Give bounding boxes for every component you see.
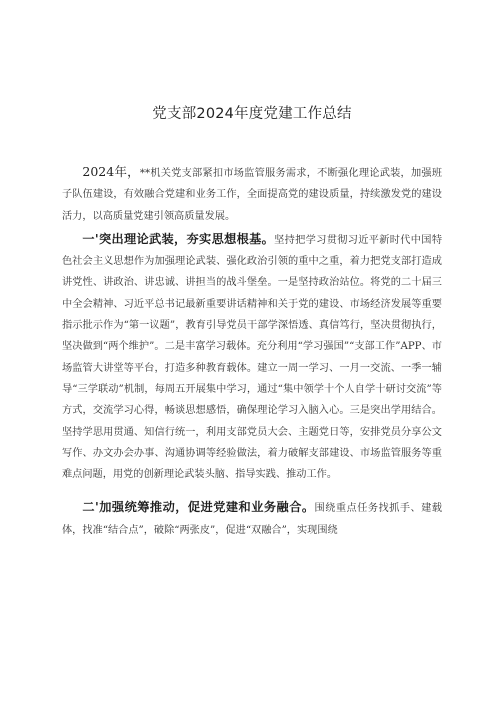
intro-year: 2024年， [82,164,140,179]
section-2-paragraph [62,497,442,541]
section-1-paragraph [62,229,442,486]
section-2-heading: 二'加强统筹推动，促进党建和业务融合。 [82,500,315,515]
section-2-body: 围绕重点任务找抓手、建载体，找准“结合点”，破除“两张皮”，促进“双融合”，实现围绕 [62,503,443,536]
section-1-heading: 一'突出理论武装，夯实思想根基。 [82,231,275,246]
intro-paragraph [62,161,442,227]
intro-body: **机关党支部紧扣市场监管服务需求，不断强化理论武装，加强班子队伍建设，有效融合党建和业务工作，全面提高党的建设质量，持续激发党的建设活力，以高质量党建引领高质量发展。 [62,168,443,222]
document-title: 党支部2024年度党建工作总结 [152,106,352,122]
section-1-body: 坚持把学习贯彻习近平新时代中国特色社会主义思想作为加强理论武装、强化政治引领的重中之重，着力把党支部打造成讲党性、讲政治、讲忠诚、讲担当的战斗堡垒。一是坚持政治站位。将党的二十届三中全会精神、习近平总书记最新重要讲话精神和关于党的建设、市场经济发展等重要指示批示作为“第一议题”，教育引导党员干部学深悟透、真信笃行，坚决贯彻执行，坚决做到“两个维护”。二是丰富学习载体。充分利用“学习强国”“支部工作”APP、市场监管大讲堂等平台，打造多种教育载体。建立一周一学习、一月一交流、一季一辅导“三学联动”机制，每周五开展集中学习，通过“集中领学十个人自学十研讨交流”等方式，交流学习心得，畅谈思想感悟，确保理论学习入脑入心。三是突出学用结合。坚持学思用贯通、知信行统一，利用支部党员大会、主题党日等，安排党员分享公文写作、办文办会办事、沟通协调等经验做法，着力破解支部建设、市场监管服务等重难点问题，用党的创新理论武装头脑、指导实践、推动工作。 [62,234,443,481]
